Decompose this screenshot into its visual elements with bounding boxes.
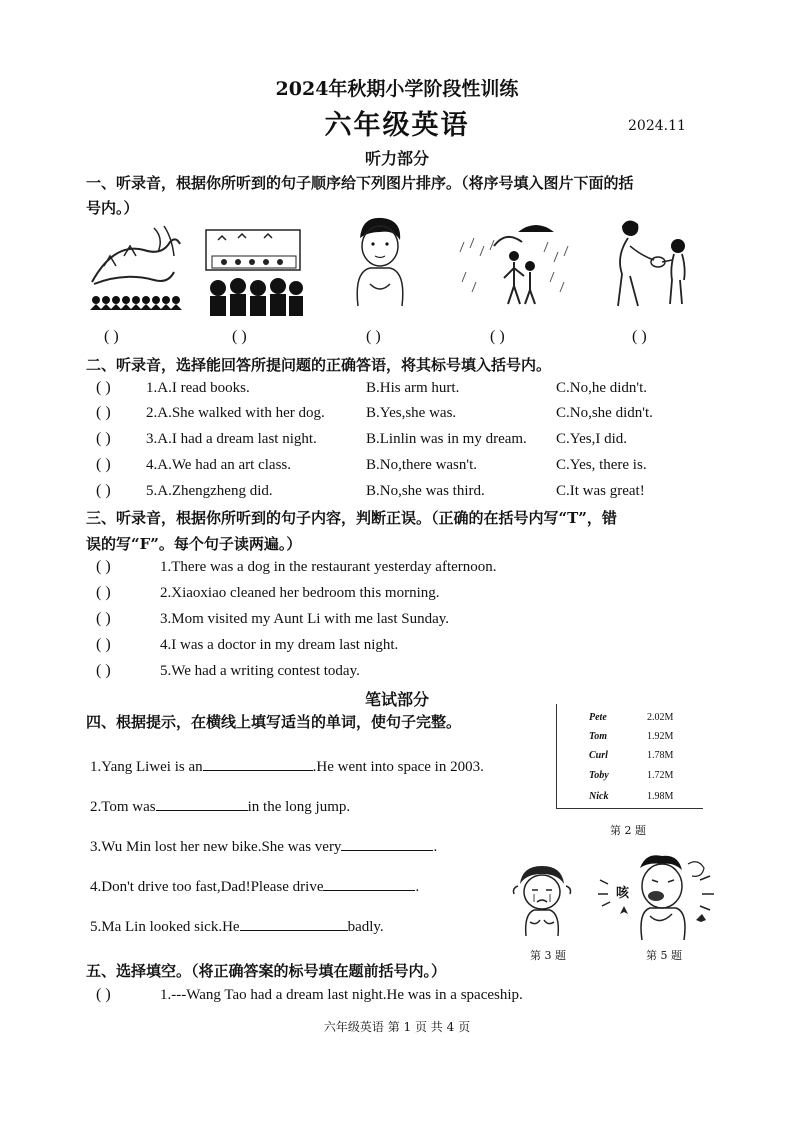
answer-blank[interactable]: ( )	[96, 404, 111, 421]
option-a: 5.A.Zhengzheng did.	[146, 483, 273, 499]
listening-part-title: 听力部分	[364, 149, 429, 168]
picture-concert-stage	[204, 226, 304, 318]
option-a: 4.A.We had an art class.	[146, 457, 291, 473]
option-c: C.No,she didn't.	[556, 405, 653, 421]
caption-question-2: 第 2 题	[610, 824, 646, 837]
question-text: 2.Tom was	[90, 799, 156, 815]
section3-answer-blank-2[interactable]: ( )	[96, 584, 111, 601]
question-text: 4.Don't drive too fast,Dad!Please drive	[90, 879, 324, 895]
section3-answer-blank-4[interactable]: ( )	[96, 636, 111, 653]
fill-blank[interactable]	[240, 916, 348, 931]
section3-statement-2: 2.Xiaoxiao cleaned her bedroom this morning.	[160, 585, 440, 601]
page-footer: 六年级英语 第 1 页 共 4 页	[323, 1020, 471, 1034]
fill-blank[interactable]	[203, 756, 313, 771]
option-b: B.His arm hurt.	[366, 380, 460, 396]
picture-4-answer-blank[interactable]: ( )	[490, 328, 505, 345]
section4-question-1	[90, 756, 484, 776]
section5-answer-blank-1[interactable]: ( )	[96, 986, 111, 1003]
answer-blank[interactable]: ( )	[96, 456, 111, 473]
jump-distance: 1.98M	[647, 791, 674, 802]
jump-distance: 1.92M	[647, 731, 674, 742]
section1-instruction-line1: 一、听录音，根据你所听到的句子顺序给下列图片排序。（将序号填入图片下面的括	[86, 174, 634, 192]
fill-blank[interactable]	[341, 836, 433, 851]
picture-2-answer-blank[interactable]: ( )	[232, 328, 247, 345]
question-text: badly.	[347, 919, 384, 935]
answer-blank[interactable]: ( )	[96, 379, 111, 396]
option-c: C.Yes, there is.	[556, 457, 647, 473]
section4-question-3	[90, 836, 437, 856]
section3-statement-5: 5.We had a writing contest today.	[160, 663, 360, 679]
section3-instruction-line1: 三、听录音，根据你所听到的句子内容，判断正误。（正确的在括号内写“T”，错	[86, 509, 617, 527]
option-b: B.Linlin was in my dream.	[366, 431, 527, 447]
picture-5-answer-blank[interactable]: ( )	[632, 328, 647, 345]
section4-instruction: 四、根据提示，在横线上填写适当的单词，使句子完整。	[86, 713, 462, 731]
jump-distance: 1.72M	[647, 770, 674, 781]
option-c: C.Yes,I did.	[556, 431, 627, 447]
question-text: 5.Ma Lin looked sick.He	[90, 919, 240, 935]
writing-part-title: 笔试部分	[364, 690, 429, 709]
section4-question-2	[90, 796, 350, 816]
option-c: C.No,he didn't.	[556, 380, 648, 396]
section2-instruction: 二、听录音，选择能回答所提问题的正确答语，将其标号填入括号内。	[86, 356, 552, 374]
athlete-name: Nick	[589, 791, 609, 802]
picture-crying-girl	[512, 862, 572, 938]
answer-blank[interactable]: ( )	[96, 482, 111, 499]
section4-question-4	[90, 876, 419, 896]
section3-answer-blank-1[interactable]: ( )	[96, 558, 111, 575]
section3-statement-1: 1.There was a dog in the restaurant yesterday afternoon.	[160, 559, 497, 575]
picture-dinosaur-show	[84, 222, 186, 314]
section5-question-1: 1.---Wang Tao had a dream last night.He was in a spaceship.	[160, 987, 523, 1003]
option-b: B.No,there wasn't.	[366, 457, 478, 473]
question-text: .	[415, 879, 420, 895]
cough-label: 咳	[616, 886, 630, 901]
long-jump-results-table	[556, 704, 703, 809]
athlete-name: Curl	[589, 750, 608, 761]
section3-statement-4: 4.I was a doctor in my dream last night.	[160, 637, 399, 653]
picture-boy	[348, 214, 410, 308]
athlete-name: Tom	[589, 731, 607, 742]
jump-distance: 1.78M	[647, 750, 674, 761]
section3-answer-blank-3[interactable]: ( )	[96, 610, 111, 627]
picture-people-in-rain	[458, 212, 576, 308]
jump-distance: 2.02M	[647, 712, 674, 723]
answer-blank[interactable]: ( )	[96, 430, 111, 447]
athlete-name: Toby	[589, 770, 609, 781]
section3-statement-3: 3.Mom visited my Aunt Li with me last Sunday.	[160, 611, 450, 627]
section1-instruction-line2: 号内。）	[86, 199, 139, 217]
caption-question-5: 第 5 题	[646, 949, 682, 962]
option-b: B.Yes,she was.	[366, 405, 457, 421]
option-a: 1.A.I read books.	[146, 380, 250, 396]
question-text: .He went into space in 2003.	[312, 759, 484, 775]
section3-instruction-line2: 误的写“F”。每个句子读两遍。）	[86, 535, 302, 553]
picture-3-answer-blank[interactable]: ( )	[366, 328, 381, 345]
picture-1-answer-blank[interactable]: ( )	[104, 328, 119, 345]
question-text: 1.Yang Liwei is an	[90, 759, 203, 775]
section5-instruction: 五、选择填空。（将正确答案的标号填在题前括号内。）	[86, 962, 447, 980]
option-a: 2.A.She walked with her dog.	[146, 405, 325, 421]
option-b: B.No,she was third.	[366, 483, 485, 499]
fill-blank[interactable]	[156, 796, 248, 811]
exam-date: 2024.11	[628, 118, 686, 134]
picture-coughing-boy	[596, 850, 722, 942]
exam-subtitle: 六年级英语	[324, 110, 470, 141]
caption-question-3: 第 3 题	[530, 949, 566, 962]
section4-question-5	[90, 916, 384, 936]
question-text: .	[433, 839, 438, 855]
question-text: 3.Wu Min lost her new bike.She was very	[90, 839, 342, 855]
picture-mother-and-child	[608, 216, 694, 308]
option-a: 3.A.I had a dream last night.	[146, 431, 317, 447]
option-c: C.It was great!	[556, 483, 645, 499]
exam-title: 2024年秋期小学阶段性训练	[275, 78, 519, 100]
question-text: in the long jump.	[247, 799, 351, 815]
section3-answer-blank-5[interactable]: ( )	[96, 662, 111, 679]
athlete-name: Pete	[589, 712, 607, 723]
fill-blank[interactable]	[323, 876, 415, 891]
